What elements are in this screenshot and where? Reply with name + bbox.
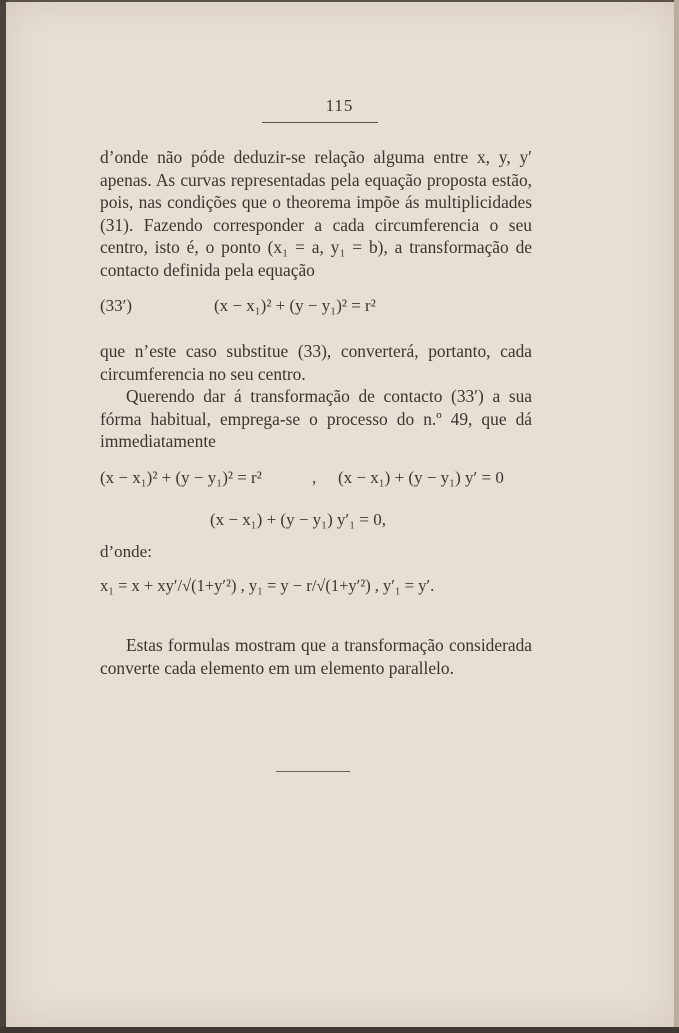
paragraph-4-text: Estas formulas mostram que a transformação considerada converte cada elemento em um elemento parallelo. bbox=[100, 635, 532, 678]
equation-33: (x − x₁)² + (y − y₁)² = r² bbox=[214, 296, 376, 315]
equation-result: x₁ = x + xy′/√(1+y′²) , y₁ = y − r/√(1+y′²) , y′₁ = y′. bbox=[100, 576, 435, 595]
paragraph-2 bbox=[100, 340, 532, 385]
paragraph-2-text: que n’este caso substitue (33), converterá, portanto, cada circumferencia no seu centro. bbox=[100, 341, 532, 384]
equation-pair-right: (x − x₁) + (y − y₁) y′ = 0 bbox=[338, 468, 504, 487]
paragraph-1-text: d’onde não póde deduzir-se relação alguma entre x, y, y′ apenas. As curvas representadas pela equação proposta estão, pois, nas condições que o theorema impõe ás multiplicidades (31). Fazendo corresponder a cada circumferencia o seu centro, isto é, o ponto (x₁ = a, y₁ = b), a transformação de contacto definida pela equação bbox=[100, 147, 532, 280]
equation-pair-left: (x − x₁)² + (y − y₁)² = r² bbox=[100, 468, 262, 487]
paragraph-3 bbox=[100, 385, 532, 453]
equation-33-label: (33′) bbox=[100, 296, 133, 315]
page-number: 115 bbox=[325, 96, 354, 115]
paragraph-3-text: Querendo dar á transformação de contacto (33′) a sua fórma habitual, emprega-se o processo do n.º 49, que dá immediatamente bbox=[100, 386, 532, 451]
equation-pair-separator: , bbox=[312, 468, 317, 487]
paragraph-4 bbox=[100, 634, 532, 679]
equation-derived: (x − x₁) + (y − y₁) y′₁ = 0, bbox=[210, 510, 386, 529]
donde-label: d’onde: bbox=[100, 542, 152, 561]
footer-rule bbox=[276, 771, 350, 772]
header-rule bbox=[262, 122, 378, 123]
scan-edge-bottom bbox=[0, 1027, 679, 1033]
paragraph-1 bbox=[100, 146, 532, 281]
scan-edge-right bbox=[674, 0, 679, 1033]
